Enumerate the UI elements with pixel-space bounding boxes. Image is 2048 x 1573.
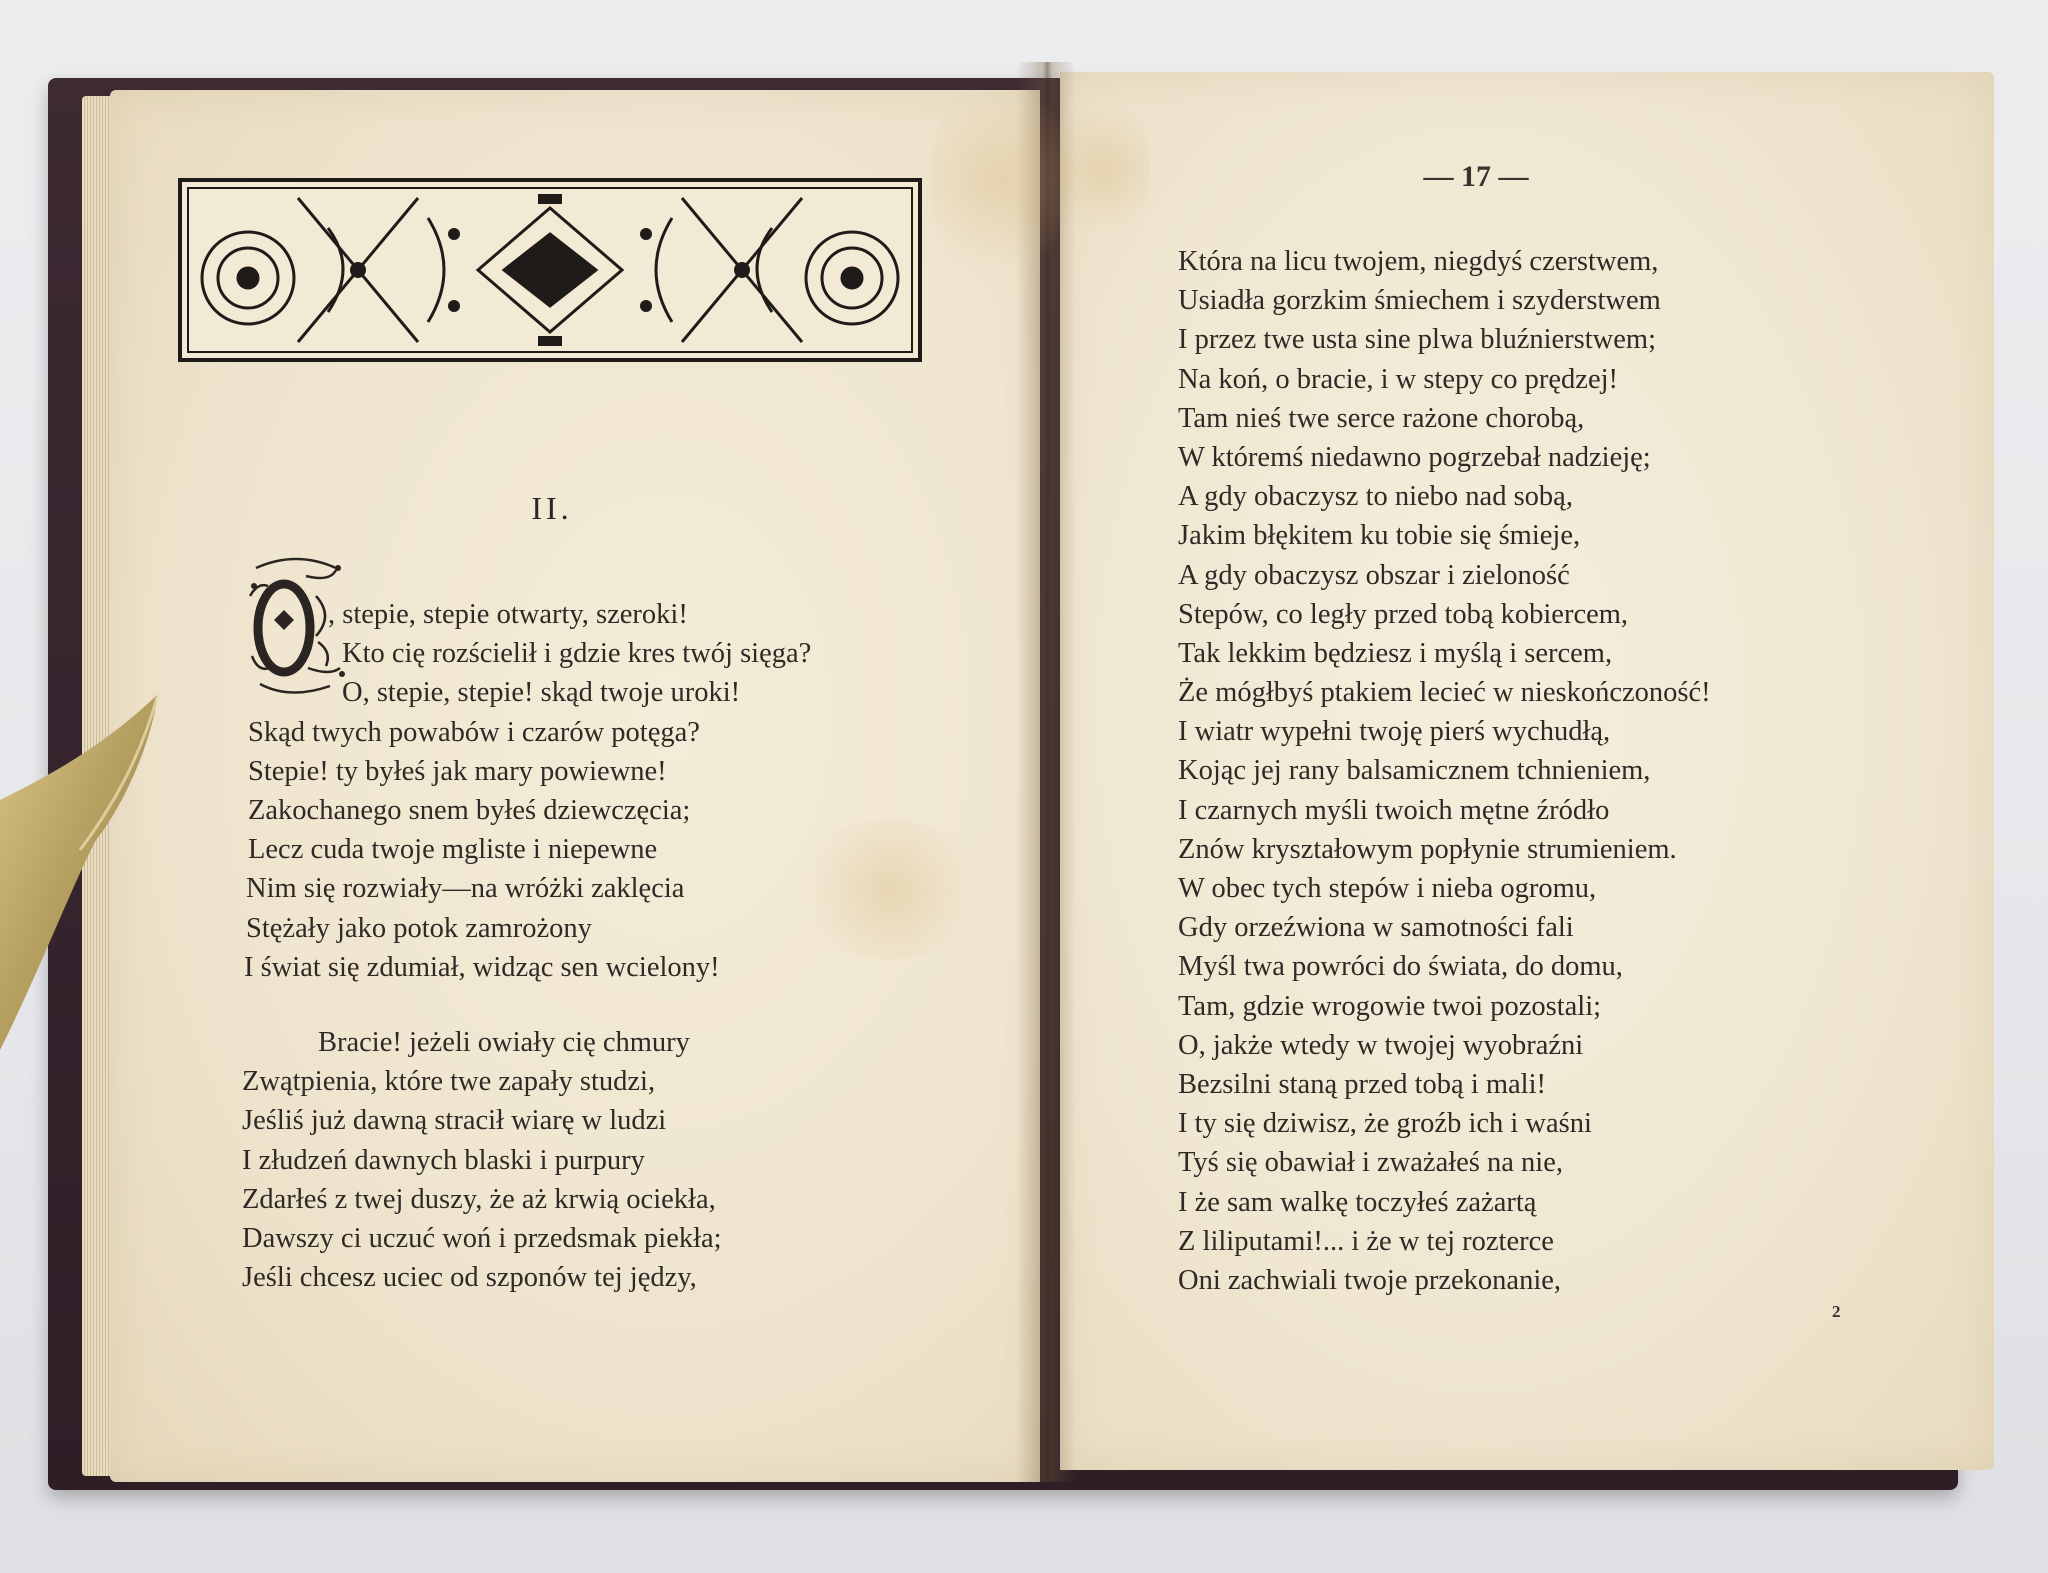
- poem-line: , stepie, stepie otwarty, szeroki!: [328, 599, 688, 630]
- poem-line: I przez twe usta sine plwa bluźnierstwem;: [1178, 324, 1657, 356]
- poem-line: Lecz cuda twoje mgliste i niepewne: [248, 834, 658, 866]
- poem-line: Bracie! jeżeli owiały cię chmury: [318, 1027, 690, 1058]
- poem-line: Tam, gdzie wrogowie twoi pozostali;: [1178, 990, 1602, 1022]
- poem-line: Bezsilni staną przed tobą i mali!: [1178, 1068, 1547, 1100]
- paper-stain: [790, 820, 990, 960]
- poem-line: A gdy obaczysz obszar i zieloność: [1178, 559, 1570, 591]
- poem-line: A gdy obaczysz to niebo nad sobą,: [1178, 481, 1573, 513]
- poem-line: Stepów, co legły przed tobą kobiercem,: [1178, 598, 1629, 630]
- poem-line: Znów kryształowym popłynie strumieniem.: [1178, 833, 1677, 865]
- poem-line: I złudzeń dawnych blaski i purpury: [242, 1144, 645, 1176]
- poem-line: Z liliputami!... i że w tej rozterce: [1178, 1225, 1554, 1257]
- poem-line: Kto cię rozścielił i gdzie kres twój sięga?: [342, 638, 812, 670]
- poem-line: Zakochanego snem byłeś dziewczęcia;: [248, 794, 691, 826]
- signature-mark: 2: [1832, 1302, 1841, 1321]
- poem-line: Stepie! ty byłeś jak mary powiewne!: [248, 755, 667, 787]
- left-stanza-1: [242, 595, 811, 987]
- right-page-poem: [1178, 242, 1711, 1300]
- page-number: — 17 —: [1423, 160, 1529, 193]
- left-stanza-2: [242, 1023, 722, 1297]
- poem-line: Tyś się obawiał i zważałeś na nie,: [1178, 1147, 1563, 1179]
- poem-line: Tak lekkim będziesz i myślą i sercem,: [1178, 637, 1613, 669]
- chapter-number: II.: [531, 490, 573, 526]
- ornamental-header-band-icon: [178, 178, 922, 362]
- poem-line: Dawszy ci uczuć woń i przedsmak piekła;: [242, 1222, 722, 1254]
- poem-line: W obec tych stepów i nieba ogromu,: [1178, 873, 1597, 904]
- poem-line: Nim się rozwiały—na wróżki zaklęcia: [246, 873, 685, 905]
- poem-line: Myśl twa powróci do świata, do domu,: [1178, 951, 1623, 983]
- poem-line: Zdarłeś z twej duszy, że aż krwią ociekła,: [242, 1183, 716, 1215]
- paper-stain: [930, 70, 1070, 290]
- poem-line: Jakim błękitem ku tobie się śmieje,: [1178, 520, 1581, 552]
- poem-line: I czarnych myśli twoich mętne źródło: [1178, 794, 1610, 826]
- poem-line: O, stepie, stepie! skąd twoje uroki!: [342, 677, 741, 709]
- poem-line: I że sam walkę toczyłeś zażartą: [1178, 1186, 1537, 1218]
- poem-line: Jeśliś już dawną stracił wiarę w ludzi: [242, 1105, 667, 1137]
- poem-line: Usiadła gorzkim śmiechem i szyderstwem: [1178, 285, 1661, 317]
- poem-line: Która na licu twojem, niegdyś czerstwem,: [1178, 246, 1659, 277]
- poem-line: Tam nieś twe serce rażone chorobą,: [1178, 402, 1585, 434]
- poem-line: Gdy orzeźwiona w samotności fali: [1178, 912, 1574, 944]
- poem-line: Stężały jako potok zamrożony: [246, 912, 592, 944]
- poem-line: O, jakże wtedy w twojej wyobraźni: [1178, 1029, 1584, 1061]
- poem-line: Na koń, o bracie, i w stepy co prędzej!: [1178, 363, 1618, 395]
- poem-line: Skąd twych powabów i czarów potęga?: [248, 716, 700, 748]
- poem-line: Jeśli chcesz uciec od szponów tej jędzy,: [242, 1262, 697, 1294]
- poem-line: I ty się dziwisz, że groźb ich i waśni: [1178, 1108, 1592, 1140]
- poem-line: I wiatr wypełni twoję pierś wychudłą,: [1178, 716, 1611, 748]
- poem-line: Kojąc jej rany balsamicznem tchnieniem,: [1178, 755, 1651, 787]
- poem-line: I świat się zdumiał, widząc sen wcielony!: [244, 951, 720, 983]
- brass-letter-opener-icon: [0, 690, 170, 1080]
- poem-line: Że mógłbyś ptakiem lecieć w nieskończoność!: [1178, 677, 1711, 709]
- paper-stain: [1060, 90, 1150, 250]
- poem-line: Oni zachwiali twoje przekonanie,: [1178, 1264, 1562, 1296]
- poem-line: Zwątpienia, które twe zapały studzi,: [242, 1066, 656, 1098]
- poem-line: W któremś niedawno pogrzebał nadzieję;: [1178, 441, 1651, 473]
